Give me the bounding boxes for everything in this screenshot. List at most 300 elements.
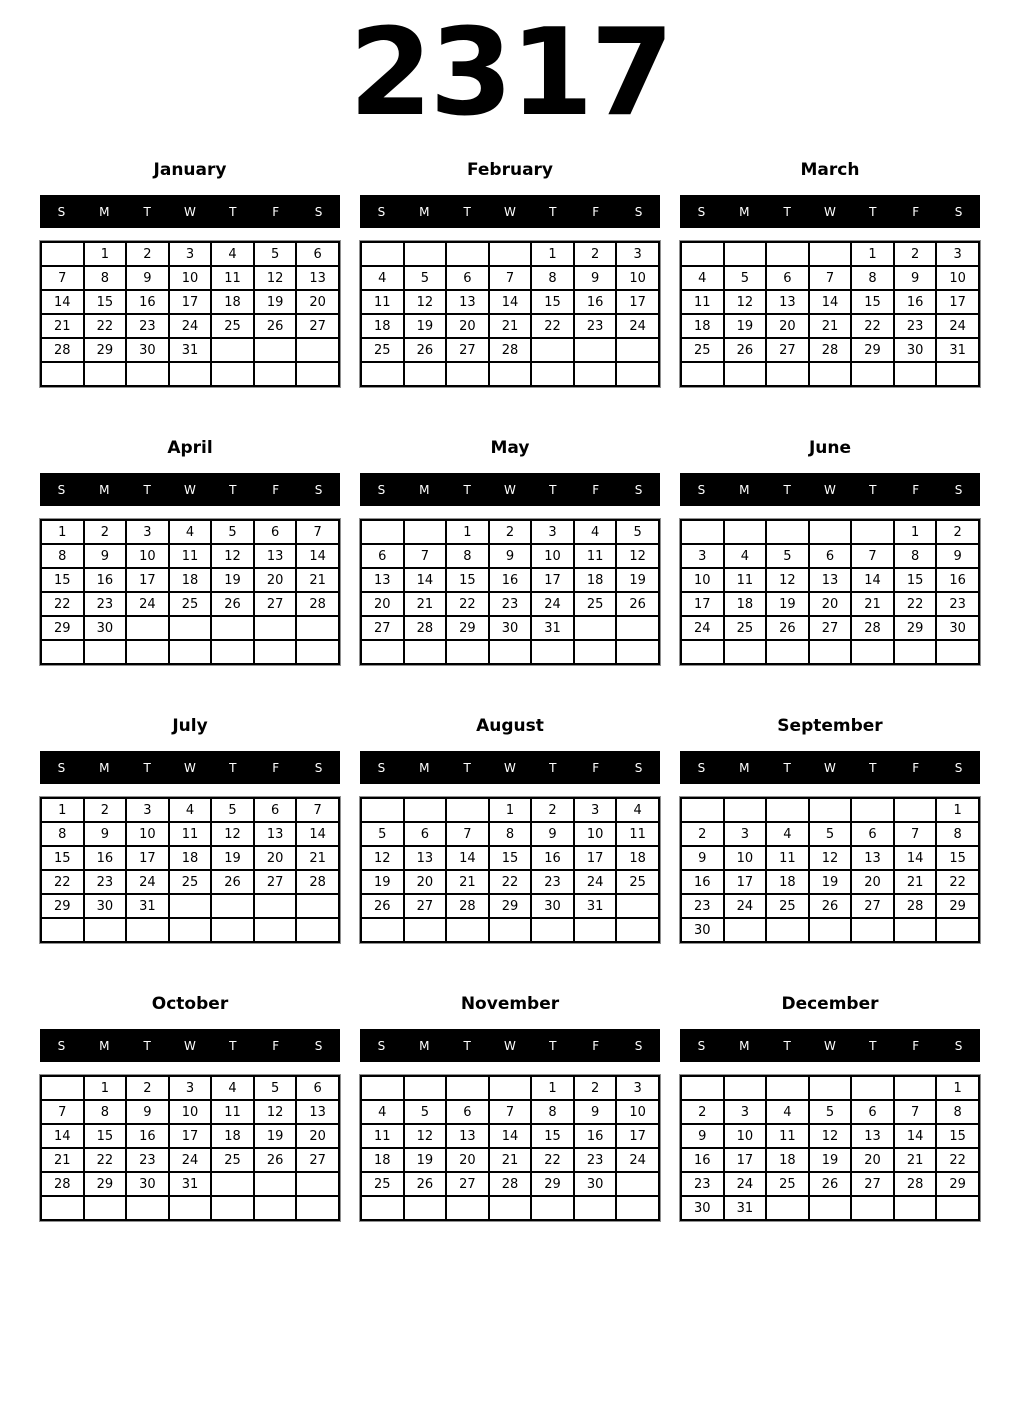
- date-cell: 4: [169, 798, 212, 822]
- day-header-cell: W: [184, 482, 196, 497]
- date-cell: 24: [724, 1172, 767, 1196]
- week-row: [41, 1148, 339, 1172]
- empty-date-cell: [531, 918, 574, 942]
- date-cell: 20: [446, 314, 489, 338]
- dates-body: [41, 1076, 339, 1220]
- week-row: [681, 314, 979, 338]
- date-cell: 29: [84, 1172, 127, 1196]
- day-header-cell: M: [99, 482, 110, 497]
- date-cell: 25: [766, 894, 809, 918]
- date-cell: 22: [531, 314, 574, 338]
- date-cell: 12: [254, 266, 297, 290]
- empty-date-cell: [894, 918, 937, 942]
- date-cell: 27: [296, 314, 339, 338]
- date-cell: 11: [766, 846, 809, 870]
- month-block: [680, 706, 980, 984]
- date-cell: 15: [531, 290, 574, 314]
- empty-date-cell: [766, 1196, 809, 1220]
- week-row: [41, 568, 339, 592]
- dates-body: [361, 520, 659, 664]
- empty-date-cell: [851, 640, 894, 664]
- date-cell: 18: [616, 846, 659, 870]
- date-cell: 22: [41, 870, 84, 894]
- date-cell: 11: [574, 544, 617, 568]
- date-cell: 24: [616, 314, 659, 338]
- day-header-row: [40, 195, 340, 228]
- date-cell: 18: [169, 568, 212, 592]
- empty-date-cell: [894, 1196, 937, 1220]
- date-cell: 26: [254, 314, 297, 338]
- date-cell: 12: [361, 846, 404, 870]
- empty-date-cell: [851, 1076, 894, 1100]
- date-cell: 5: [404, 266, 447, 290]
- empty-date-cell: [724, 362, 767, 386]
- date-cell: 30: [84, 616, 127, 640]
- empty-date-cell: [84, 918, 127, 942]
- date-cell: 30: [681, 918, 724, 942]
- dates-table: [680, 241, 980, 387]
- date-cell: 29: [936, 894, 979, 918]
- empty-date-cell: [616, 918, 659, 942]
- day-header-cell: F: [912, 760, 920, 775]
- day-header-cell: T: [463, 204, 471, 219]
- date-cell: 25: [724, 616, 767, 640]
- day-header-cell: T: [229, 482, 237, 497]
- date-cell: 6: [851, 1100, 894, 1124]
- date-cell: 2: [84, 798, 127, 822]
- date-cell: 25: [211, 1148, 254, 1172]
- empty-date-cell: [766, 242, 809, 266]
- empty-date-cell: [361, 242, 404, 266]
- date-cell: 27: [254, 592, 297, 616]
- date-cell: 24: [126, 870, 169, 894]
- date-cell: 21: [41, 314, 84, 338]
- date-cell: 10: [616, 266, 659, 290]
- date-cell: 15: [936, 1124, 979, 1148]
- date-cell: 14: [489, 290, 532, 314]
- date-cell: 1: [894, 520, 937, 544]
- empty-date-cell: [616, 362, 659, 386]
- date-cell: 25: [211, 314, 254, 338]
- date-cell: 28: [446, 894, 489, 918]
- date-cell: 23: [574, 1148, 617, 1172]
- date-cell: 15: [84, 290, 127, 314]
- week-row: [41, 314, 339, 338]
- date-cell: 16: [574, 290, 617, 314]
- week-row: [41, 338, 339, 362]
- empty-date-cell: [616, 616, 659, 640]
- empty-date-cell: [296, 616, 339, 640]
- empty-date-cell: [296, 640, 339, 664]
- date-cell: 22: [489, 870, 532, 894]
- date-cell: 27: [361, 616, 404, 640]
- date-cell: 13: [809, 568, 852, 592]
- empty-date-cell: [616, 640, 659, 664]
- date-cell: 29: [936, 1172, 979, 1196]
- empty-date-cell: [404, 1076, 447, 1100]
- date-cell: 30: [84, 894, 127, 918]
- date-cell: 21: [404, 592, 447, 616]
- date-cell: 20: [851, 1148, 894, 1172]
- date-cell: 21: [894, 1148, 937, 1172]
- day-header-row: [360, 473, 660, 506]
- date-cell: 26: [724, 338, 767, 362]
- date-cell: 9: [126, 1100, 169, 1124]
- date-cell: 27: [404, 894, 447, 918]
- week-row: [41, 266, 339, 290]
- date-cell: 20: [851, 870, 894, 894]
- empty-date-cell: [446, 1196, 489, 1220]
- empty-date-cell: [616, 338, 659, 362]
- date-cell: 30: [126, 338, 169, 362]
- date-cell: 16: [84, 846, 127, 870]
- date-cell: 17: [616, 1124, 659, 1148]
- date-cell: 7: [489, 1100, 532, 1124]
- empty-date-cell: [126, 640, 169, 664]
- week-row: [361, 314, 659, 338]
- date-cell: 9: [574, 1100, 617, 1124]
- date-cell: 14: [296, 822, 339, 846]
- empty-date-cell: [211, 640, 254, 664]
- date-cell: 10: [169, 1100, 212, 1124]
- empty-date-cell: [681, 798, 724, 822]
- empty-date-cell: [169, 918, 212, 942]
- date-cell: 9: [84, 822, 127, 846]
- date-cell: 10: [724, 1124, 767, 1148]
- day-header-cell: S: [314, 760, 323, 775]
- week-row: [41, 846, 339, 870]
- empty-date-cell: [404, 242, 447, 266]
- date-cell: 11: [211, 266, 254, 290]
- date-cell: 21: [894, 870, 937, 894]
- date-cell: 16: [126, 1124, 169, 1148]
- date-cell: 11: [169, 822, 212, 846]
- week-row: [681, 1196, 979, 1220]
- date-cell: 4: [574, 520, 617, 544]
- empty-date-cell: [361, 362, 404, 386]
- date-cell: 2: [126, 1076, 169, 1100]
- date-cell: 31: [574, 894, 617, 918]
- date-cell: 14: [489, 1124, 532, 1148]
- month-title: August: [476, 716, 544, 736]
- date-cell: 1: [936, 1076, 979, 1100]
- date-cell: 11: [724, 568, 767, 592]
- empty-date-cell: [41, 640, 84, 664]
- date-cell: 24: [531, 592, 574, 616]
- week-row: [41, 362, 339, 386]
- date-cell: 4: [616, 798, 659, 822]
- date-cell: 26: [211, 870, 254, 894]
- date-cell: 3: [169, 1076, 212, 1100]
- week-row: [41, 242, 339, 266]
- week-row: [681, 338, 979, 362]
- empty-date-cell: [574, 640, 617, 664]
- date-cell: 17: [724, 870, 767, 894]
- day-header-cell: T: [229, 204, 237, 219]
- day-header-cell: W: [824, 760, 836, 775]
- empty-date-cell: [809, 918, 852, 942]
- date-cell: 9: [681, 1124, 724, 1148]
- date-cell: 13: [361, 568, 404, 592]
- date-cell: 30: [894, 338, 937, 362]
- empty-date-cell: [809, 1076, 852, 1100]
- empty-date-cell: [446, 798, 489, 822]
- date-cell: 10: [574, 822, 617, 846]
- month-title: December: [781, 994, 879, 1014]
- date-cell: 12: [254, 1100, 297, 1124]
- date-cell: 19: [616, 568, 659, 592]
- empty-date-cell: [84, 640, 127, 664]
- day-header-cell: T: [783, 1038, 791, 1053]
- week-row: [361, 870, 659, 894]
- date-cell: 12: [766, 568, 809, 592]
- date-cell: 22: [936, 870, 979, 894]
- date-cell: 26: [766, 616, 809, 640]
- empty-date-cell: [724, 242, 767, 266]
- date-cell: 29: [84, 338, 127, 362]
- date-cell: 20: [254, 846, 297, 870]
- dates-body: [41, 798, 339, 942]
- day-header-cell: T: [143, 1038, 151, 1053]
- date-cell: 20: [809, 592, 852, 616]
- date-cell: 24: [574, 870, 617, 894]
- date-cell: 5: [254, 242, 297, 266]
- week-row: [361, 1076, 659, 1100]
- date-cell: 1: [41, 798, 84, 822]
- date-cell: 26: [809, 1172, 852, 1196]
- date-cell: 16: [681, 870, 724, 894]
- date-cell: 29: [41, 616, 84, 640]
- months-grid: [0, 150, 1020, 1262]
- date-cell: 15: [489, 846, 532, 870]
- week-row: [41, 798, 339, 822]
- date-cell: 23: [894, 314, 937, 338]
- date-cell: 4: [211, 1076, 254, 1100]
- date-cell: 7: [296, 520, 339, 544]
- date-cell: 23: [681, 894, 724, 918]
- day-header-cell: S: [954, 1038, 963, 1053]
- week-row: [681, 640, 979, 664]
- week-row: [681, 266, 979, 290]
- day-header-cell: S: [634, 760, 643, 775]
- week-row: [681, 846, 979, 870]
- date-cell: 11: [616, 822, 659, 846]
- date-cell: 8: [41, 544, 84, 568]
- date-cell: 18: [724, 592, 767, 616]
- date-cell: 27: [446, 1172, 489, 1196]
- date-cell: 1: [84, 1076, 127, 1100]
- empty-date-cell: [936, 1196, 979, 1220]
- day-header-cell: T: [143, 482, 151, 497]
- date-cell: 20: [446, 1148, 489, 1172]
- date-cell: 14: [894, 846, 937, 870]
- week-row: [41, 640, 339, 664]
- dates-table: [680, 519, 980, 665]
- date-cell: 28: [809, 338, 852, 362]
- date-cell: 1: [446, 520, 489, 544]
- date-cell: 29: [851, 338, 894, 362]
- date-cell: 6: [446, 266, 489, 290]
- date-cell: 27: [254, 870, 297, 894]
- date-cell: 2: [574, 242, 617, 266]
- date-cell: 28: [296, 592, 339, 616]
- day-header-cell: S: [57, 760, 66, 775]
- empty-date-cell: [404, 362, 447, 386]
- empty-date-cell: [489, 1076, 532, 1100]
- date-cell: 18: [766, 1148, 809, 1172]
- date-cell: 14: [296, 544, 339, 568]
- date-cell: 7: [41, 1100, 84, 1124]
- date-cell: 27: [851, 894, 894, 918]
- empty-date-cell: [41, 242, 84, 266]
- date-cell: 4: [361, 1100, 404, 1124]
- date-cell: 14: [446, 846, 489, 870]
- date-cell: 26: [254, 1148, 297, 1172]
- day-header-cell: F: [272, 1038, 280, 1053]
- date-cell: 18: [574, 568, 617, 592]
- day-header-cell: M: [419, 1038, 430, 1053]
- month-block: [360, 984, 660, 1262]
- date-cell: 6: [851, 822, 894, 846]
- date-cell: 5: [724, 266, 767, 290]
- day-header-cell: S: [57, 204, 66, 219]
- date-cell: 7: [809, 266, 852, 290]
- date-cell: 4: [766, 822, 809, 846]
- date-cell: 31: [531, 616, 574, 640]
- empty-date-cell: [211, 918, 254, 942]
- week-row: [41, 822, 339, 846]
- date-cell: 23: [574, 314, 617, 338]
- month-title: February: [466, 160, 554, 180]
- empty-date-cell: [894, 362, 937, 386]
- date-cell: 26: [616, 592, 659, 616]
- day-header-cell: T: [463, 760, 471, 775]
- date-cell: 29: [489, 894, 532, 918]
- date-cell: 17: [169, 290, 212, 314]
- date-cell: 28: [404, 616, 447, 640]
- date-cell: 22: [531, 1148, 574, 1172]
- empty-date-cell: [169, 362, 212, 386]
- day-header-cell: S: [314, 1038, 323, 1053]
- date-cell: 24: [616, 1148, 659, 1172]
- date-cell: 5: [809, 1100, 852, 1124]
- date-cell: 19: [361, 870, 404, 894]
- empty-date-cell: [936, 362, 979, 386]
- date-cell: 26: [809, 894, 852, 918]
- date-cell: 26: [361, 894, 404, 918]
- day-header-cell: T: [463, 1038, 471, 1053]
- empty-date-cell: [531, 640, 574, 664]
- date-cell: 27: [851, 1172, 894, 1196]
- day-header-cell: W: [184, 204, 196, 219]
- week-row: [681, 592, 979, 616]
- date-cell: 8: [84, 1100, 127, 1124]
- day-header-cell: S: [697, 204, 706, 219]
- empty-date-cell: [681, 520, 724, 544]
- empty-date-cell: [574, 362, 617, 386]
- date-cell: 30: [126, 1172, 169, 1196]
- dates-body: [681, 520, 979, 664]
- date-cell: 12: [211, 544, 254, 568]
- date-cell: 3: [936, 242, 979, 266]
- date-cell: 2: [126, 242, 169, 266]
- date-cell: 29: [894, 616, 937, 640]
- dates-body: [41, 242, 339, 386]
- date-cell: 30: [574, 1172, 617, 1196]
- date-cell: 18: [766, 870, 809, 894]
- week-row: [41, 1172, 339, 1196]
- day-header-cell: T: [549, 482, 557, 497]
- empty-date-cell: [404, 1196, 447, 1220]
- date-cell: 5: [361, 822, 404, 846]
- dates-table: [680, 797, 980, 943]
- date-cell: 8: [84, 266, 127, 290]
- date-cell: 30: [489, 616, 532, 640]
- day-header-cell: T: [549, 760, 557, 775]
- date-cell: 3: [126, 798, 169, 822]
- day-header-cell: S: [377, 760, 386, 775]
- empty-date-cell: [894, 640, 937, 664]
- date-cell: 3: [574, 798, 617, 822]
- empty-date-cell: [361, 640, 404, 664]
- week-row: [41, 290, 339, 314]
- date-cell: 13: [446, 1124, 489, 1148]
- empty-date-cell: [489, 362, 532, 386]
- week-row: [361, 568, 659, 592]
- date-cell: 23: [936, 592, 979, 616]
- date-cell: 13: [851, 846, 894, 870]
- date-cell: 2: [681, 1100, 724, 1124]
- date-cell: 17: [616, 290, 659, 314]
- empty-date-cell: [296, 362, 339, 386]
- date-cell: 25: [361, 338, 404, 362]
- day-header-cell: M: [419, 482, 430, 497]
- month-block: [40, 428, 340, 706]
- day-header-cell: W: [504, 760, 516, 775]
- date-cell: 22: [84, 314, 127, 338]
- date-cell: 9: [531, 822, 574, 846]
- week-row: [41, 544, 339, 568]
- day-header-cell: W: [504, 204, 516, 219]
- date-cell: 16: [681, 1148, 724, 1172]
- empty-date-cell: [126, 918, 169, 942]
- week-row: [681, 362, 979, 386]
- week-row: [681, 1172, 979, 1196]
- week-row: [361, 640, 659, 664]
- week-row: [681, 290, 979, 314]
- empty-date-cell: [574, 918, 617, 942]
- date-cell: 6: [296, 1076, 339, 1100]
- week-row: [41, 520, 339, 544]
- date-cell: 10: [936, 266, 979, 290]
- week-row: [681, 1148, 979, 1172]
- date-cell: 14: [894, 1124, 937, 1148]
- date-cell: 21: [296, 568, 339, 592]
- week-row: [41, 1196, 339, 1220]
- day-header-cell: S: [954, 482, 963, 497]
- empty-date-cell: [724, 520, 767, 544]
- date-cell: 10: [531, 544, 574, 568]
- date-cell: 17: [936, 290, 979, 314]
- week-row: [361, 1100, 659, 1124]
- date-cell: 13: [446, 290, 489, 314]
- empty-date-cell: [851, 362, 894, 386]
- empty-date-cell: [211, 616, 254, 640]
- date-cell: 17: [126, 846, 169, 870]
- week-row: [361, 822, 659, 846]
- date-cell: 29: [41, 894, 84, 918]
- date-cell: 7: [296, 798, 339, 822]
